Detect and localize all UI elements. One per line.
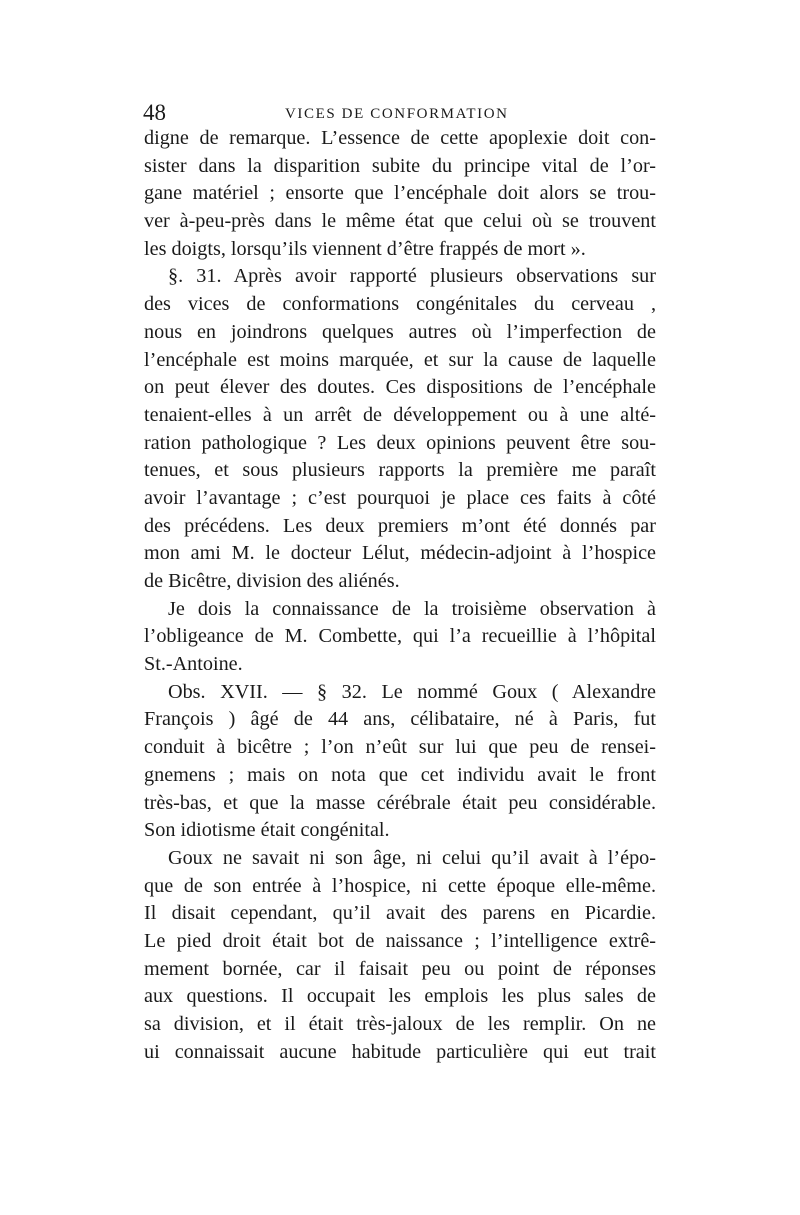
text-line: l’obligeance de M. Combette, qui l’a recueillie à l’hôpital [144,625,656,648]
text-line: aux questions. Il occupait les emplois les plus sales de [144,985,656,1008]
text-line: Le pied droit était bot de naissance ; l’intelligence extrê- [144,929,656,952]
text-line: St.-Antoine. [144,653,243,676]
text-line: digne de remarque. L’essence de cette apoplexie doit con- [144,127,656,149]
text-line: des vices de conformations congénitales du cerveau , [144,293,656,316]
text-line: Son idiotisme était congénital. [144,819,390,842]
running-title: VICES DE CONFORMATION [285,106,509,122]
page-number: 48 [143,100,166,125]
text-line: Je dois la connaissance de la troisième observation à [168,597,656,620]
text-line: ver à-peu-près dans le même état que celui où se trouvent [144,210,656,233]
text-line: ui connaissait aucune habitude particulière qui eut trait [144,1040,656,1063]
text-line: tenaient-elles à un arrêt de développement ou à une alté- [144,403,656,426]
text-line: mon ami M. le docteur Lélut, médecin-adjoint à l’hospice [144,542,656,565]
text-line: des précédens. Les deux premiers m’ont été donnés par [144,514,656,537]
text-line: §. 31. Après avoir rapporté plusieurs observations sur [168,265,656,288]
text-line: avoir l’avantage ; c’est pourquoi je place ces faits à côté [144,486,656,509]
text-line: les doigts, lorsqu’ils viennent d’être frappés de mort ». [144,237,586,260]
text-line: sister dans la disparition subite du principe vital de l’or- [144,154,656,177]
text-line: tenues, et sous plusieurs rapports la première me paraît [144,459,656,482]
text-line: que de son entrée à l’hospice, ni cette époque elle-même. [144,874,656,897]
body-text [144,125,656,1066]
text-line: conduit à bicêtre ; l’on n’eût sur lui que peu de rensei- [144,736,656,759]
text-line: on peut élever des doutes. Ces dispositions de l’encéphale [144,376,656,399]
text-line: François ) âgé de 44 ans, célibataire, né à Paris, fut [144,708,656,731]
text-line: très-bas, et que la masse cérébrale était peu considérable. [144,791,656,814]
running-head [143,98,663,128]
text-line: Obs. XVII. — § 32. Le nommé Goux ( Alexandre [168,680,656,703]
text-line: nous en joindrons quelques autres où l’imperfection de [144,320,656,343]
text-line: mement bornée, car il faisait peu ou point de réponses [144,957,656,980]
text-line: sa division, et il était très-jaloux de les remplir. On ne [144,1013,656,1035]
text-line: Il disait cependant, qu’il avait des parens en Picardie. [144,902,656,925]
text-line: ration pathologique ? Les deux opinions peuvent être sou- [144,431,656,454]
text-line: gane matériel ; ensorte que l’encéphale doit alors se trou- [144,182,656,205]
text-line: l’encéphale est moins marquée, et sur la cause de laquelle [144,348,656,371]
text-line: gnemens ; mais on nota que cet individu avait le front [144,763,656,786]
text-line: Goux ne savait ni son âge, ni celui qu’il avait à l’épo- [168,846,656,869]
text-line: de Bicêtre, division des aliénés. [144,570,400,592]
